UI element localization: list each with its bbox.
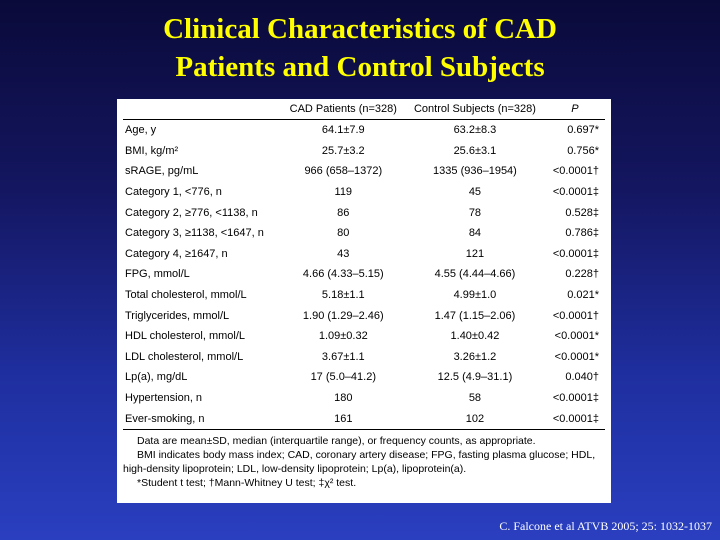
table-row: [123, 388, 605, 409]
p-value: 0.697*: [567, 124, 599, 137]
control-value: 1.40±0.42: [450, 330, 500, 343]
row-label: BMI, kg/m²: [125, 144, 179, 157]
control-value: 63.2±8.3: [453, 124, 497, 137]
p-value: <0.0001‡: [552, 392, 599, 405]
table-row: [123, 244, 605, 265]
control-value: 121: [465, 247, 485, 260]
control-value: 45: [468, 186, 482, 199]
table-row: [123, 326, 605, 347]
table-row: [123, 285, 605, 306]
control-value: 3.26±1.2: [453, 350, 497, 363]
table-row: [123, 408, 605, 429]
cad-value: 64.1±7.9: [321, 124, 365, 137]
control-value: 4.55 (4.44–4.66): [434, 268, 516, 281]
table-row: [123, 264, 605, 285]
table-row: [123, 223, 605, 244]
row-label: FPG, mmol/L: [125, 268, 190, 281]
control-value: 4.99±1.0: [453, 289, 497, 302]
p-value: 0.786‡: [565, 227, 599, 240]
cad-value: 1.90 (1.29–2.46): [302, 309, 384, 322]
cad-value: 80: [337, 227, 350, 240]
control-value: 1.47 (1.15–2.06): [434, 309, 516, 322]
cad-value: 966 (658–1372): [304, 165, 383, 178]
table-notes: [123, 430, 605, 490]
table-row: [123, 347, 605, 368]
table-row: [123, 182, 605, 203]
control-value: 25.6±3.1: [453, 144, 497, 157]
p-value: <0.0001‡: [552, 186, 599, 199]
table-row: [123, 120, 605, 141]
table-row: [123, 141, 605, 162]
table-panel: [117, 99, 611, 503]
row-label: Ever-smoking, n: [123, 408, 282, 429]
control-value: 84: [468, 227, 482, 240]
row-label: Category 2, ≥776, <1138, n: [125, 206, 258, 219]
p-value: 0.021*: [567, 289, 599, 302]
cad-value: 119: [334, 186, 353, 199]
note-2: BMI indicates body mass index; CAD, coronary artery disease; FPG, fasting plasma glucose; HDL, high-density lipoprotein; LDL, low-density lipoprotein; Lp(a), lipoprotein(a).: [123, 448, 596, 475]
row-label: Lp(a), mg/dL: [125, 371, 188, 384]
note-1: Data are mean±SD, median (interquartile range), or frequency counts, as appropriate.: [137, 434, 536, 447]
control-value: 1335 (936–1954): [433, 165, 517, 178]
p-value: <0.0001†: [552, 165, 599, 178]
control-value: 12.5 (4.9–31.1): [437, 371, 513, 384]
cad-value: 3.67±1.1: [321, 350, 365, 363]
p-value: <0.0001†: [552, 309, 599, 322]
table-row: [123, 367, 605, 388]
slide-title: [0, 10, 720, 86]
p-value: <0.0001*: [554, 350, 599, 363]
table-row: [123, 202, 605, 223]
row-label: Category 4, ≥1647, n: [125, 247, 228, 260]
table-row: [123, 305, 605, 326]
cad-value: 86: [337, 206, 350, 219]
cad-value: 43: [337, 247, 350, 260]
cad-value: 4.66 (4.33–5.15): [302, 268, 384, 281]
title-line-1: Clinical Characteristics of CAD: [163, 13, 557, 45]
table-row: [123, 161, 605, 182]
p-value: 0.756*: [567, 144, 599, 157]
row-label: HDL cholesterol, mmol/L: [125, 330, 246, 343]
p-value: 0.040†: [565, 371, 599, 384]
row-label: LDL cholesterol, mmol/L: [125, 350, 244, 363]
control-value: 102: [405, 408, 545, 429]
control-value: 58: [468, 392, 482, 405]
p-value: <0.0001‡: [552, 247, 599, 260]
row-label: Total cholesterol, mmol/L: [125, 289, 247, 302]
table-header-row: [123, 99, 605, 120]
row-label: Category 1, <776, n: [125, 186, 222, 199]
cad-value: 5.18±1.1: [321, 289, 365, 302]
header-p: P: [545, 99, 605, 120]
control-value: 78: [468, 206, 482, 219]
row-label: Triglycerides, mmol/L: [125, 309, 230, 322]
header-cad: CAD Patients (n=328): [282, 99, 406, 120]
cad-value: 17 (5.0–41.2): [310, 371, 376, 384]
p-value: 0.528‡: [565, 206, 599, 219]
cad-value: 1.09±0.32: [318, 330, 368, 343]
p-value: <0.0001‡: [545, 408, 605, 429]
cad-value: 180: [334, 392, 353, 405]
header-control: Control Subjects (n=328): [405, 99, 545, 120]
citation: C. Falcone et al ATVB 2005; 25: 1032-1037: [499, 519, 712, 533]
header-label: [123, 99, 282, 120]
row-label: Hypertension, n: [125, 392, 203, 405]
cad-value: 161: [282, 408, 406, 429]
row-label: Age, y: [125, 124, 157, 137]
characteristics-table: [123, 99, 605, 430]
note-3: *Student t test; †Mann-Whitney U test; ‡χ² test.: [137, 476, 357, 489]
cad-value: 25.7±3.2: [321, 144, 365, 157]
p-value: 0.228†: [565, 268, 599, 281]
p-value: <0.0001*: [554, 330, 599, 343]
table-body: [123, 120, 605, 430]
row-label: sRAGE, pg/mL: [125, 165, 199, 178]
title-line-2: Patients and Control Subjects: [175, 51, 545, 83]
row-label: Category 3, ≥1138, <1647, n: [125, 227, 264, 240]
